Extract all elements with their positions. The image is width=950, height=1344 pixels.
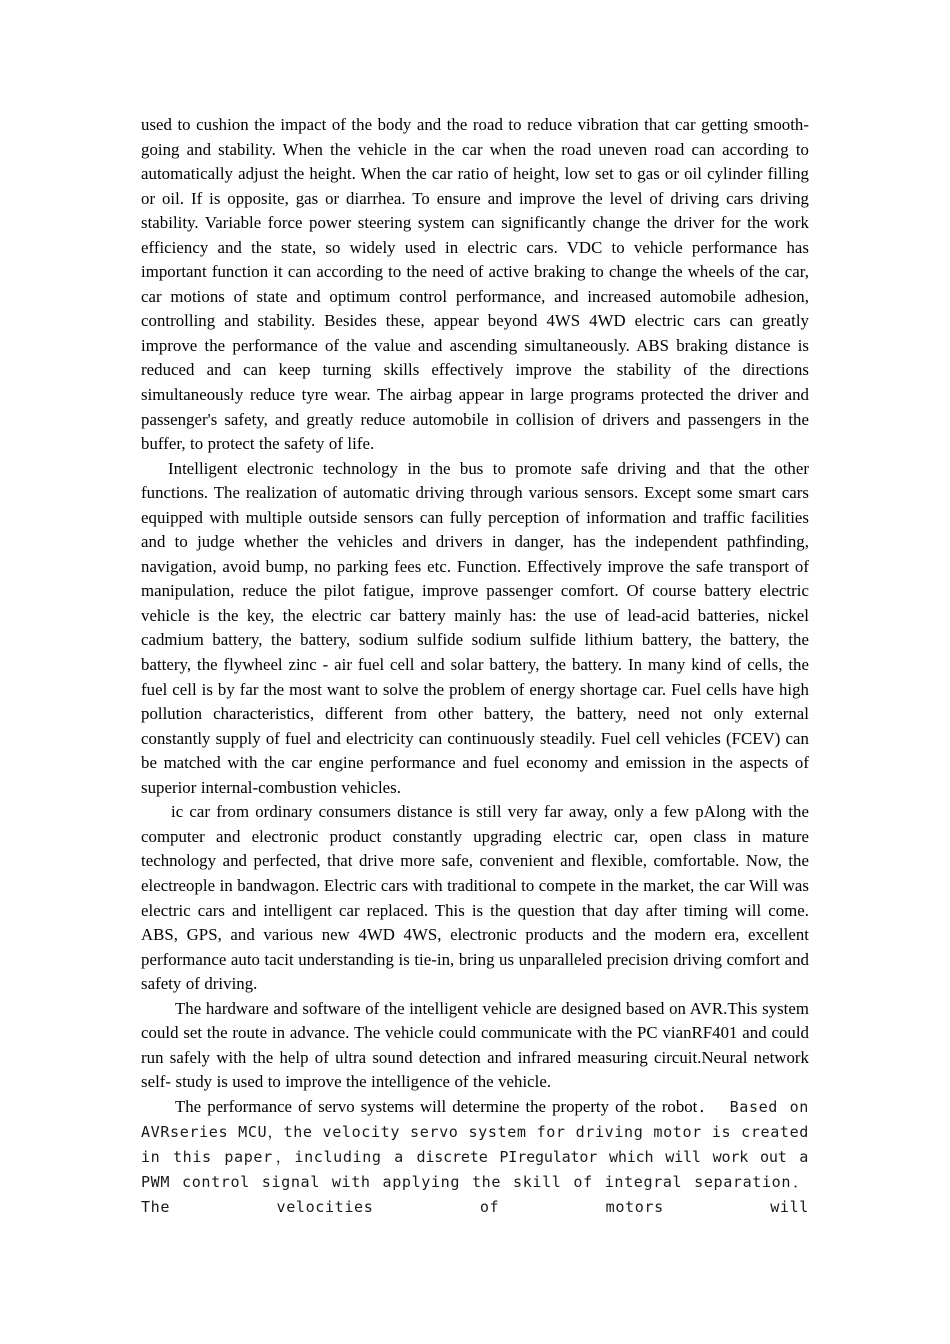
- paragraph-1: used to cushion the impact of the body and the road to reduce vibration that car getting smooth-going and stability. When the vehicle in the car when the road uneven road can according to automatically adjust the height. When the car ratio of height, low set to gas or oil cylinder filling or oil. If is opposite, gas or diarrhea. To ensure and improve the level of driving cars driving stability. Variable force power steering system can significantly change the driver for the work efficiency and the state, so widely used in electric cars. VDC to vehicle performance has important function it can according to the need of active braking to change the wheels of the car, car motions of state and optimum control performance, and increased automobile adhesion, controlling and stability. Besides these, appear beyond 4WS 4WD electric cars can greatly improve the performance of the value and ascending simultaneously. ABS braking distance is reduced and can keep turning skills effectively improve the stability of the directions simultaneously reduce tyre wear. The airbag appear in large programs protected the driver and passenger's safety, and greatly reduce automobile in collision of drivers and passengers in the buffer, to protect the safety of life.: [141, 115, 809, 454]
- paragraph-2: Intelligent electronic technology in the bus to promote safe driving and that the other functions. The realization of automatic driving through various sensors. Except some smart cars equipped with multiple outside sensors can fully perception of information and traffic facilities and to judge whether the vehicles and drivers in danger, has the independent pathfinding, navigation, avoid bump, no parking fees etc. Function. Effectively improve the safe transport of manipulation, reduce the pilot fatigue, improve passenger comfort. Of course battery electric vehicle is the key, the electric car battery mainly has: the use of lead-acid batteries, nickel cadmium battery, the battery, sodium sulfide sodium sulfide lithium battery, the battery, the battery, the flywheel zinc - air fuel cell and solar battery, the battery. In many kind of cells, the fuel cell is by far the most want to solve the problem of energy shortage car. Fuel cells have high pollution characteristics, different from other battery, the battery, need not only external constantly supply of fuel and electricity can continuously steadily. Fuel cell vehicles (FCEV) can be matched with the car engine performance and fuel economy and emission in the aspects of superior internal-combustion vehicles.: [141, 458, 809, 797]
- paragraph-5-mono-run-4: The velocities of motors will: [141, 1197, 809, 1216]
- paragraph-5-mono-run-2: discrete PIregulator which will work out: [416, 1147, 787, 1166]
- paragraph-3: ic car from ordinary consumers distance is still very far away, only a few pAlong with the computer and electronic product constantly upgrading electric car, open class in mature technology and perfected, that drive more safe, convenient and flexible, comfortable. Now, the electreople in bandwagon. Electric cars with traditional to compete in the market, the car Will was electric cars and intelligent car replaced. This is the question that day after timing will come. ABS, GPS, and various new 4WD 4WS, electronic products and the modern era, excellent performance auto tacit understanding is tie-in, bring us unparalleled precision driving comfort and safety of driving.: [141, 802, 809, 994]
- paragraph-5: [141, 1095, 809, 1244]
- paragraph-4: The hardware and software of the intelligent vehicle are designed based on AVR.This system could set the route in advance. The vehicle could communicate with the PC vianRF401 and could run safely with the help of ultra sound detection and infrared measuring circuit.Neural network self- study is used to improve the intelligence of the vehicle.: [141, 998, 809, 1092]
- paragraph-5-mono-run-1: Based on AVRseries MCU，the velocity servo system for driving motor is created in this paper，including a: [141, 1097, 809, 1166]
- paragraph-5-serif-lead: The performance of servo systems will determine the property of the robot．: [175, 1096, 718, 1116]
- paragraph-5-mono-run-3: a PWM control signal with applying the skill of integral separation．: [141, 1147, 809, 1191]
- text-column: [141, 113, 809, 1244]
